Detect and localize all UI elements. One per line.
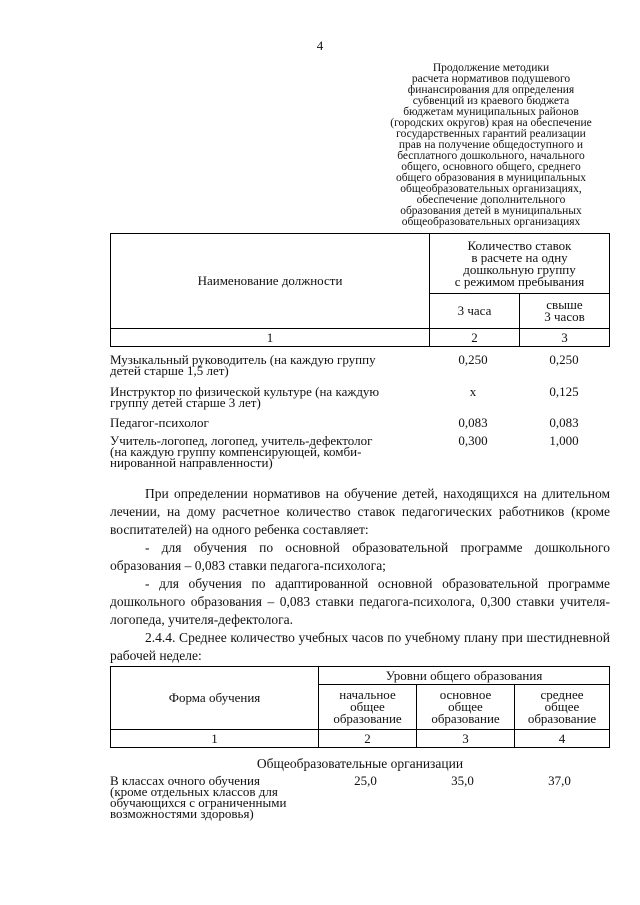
staff-rates-table: [110, 233, 610, 347]
column-number: 3: [417, 730, 515, 748]
body-text: [110, 485, 610, 665]
column-number: 3: [520, 329, 610, 347]
rate-3h: х: [469, 384, 477, 399]
column-number: 2: [319, 730, 417, 748]
rate-over-3h: 0,125: [549, 384, 579, 399]
level-secondary-header: среднее общее образование: [515, 685, 610, 730]
rate-over-3h: 0,250: [549, 352, 579, 367]
annotation-line: Продолжение методики: [432, 62, 550, 74]
annotation-line: государственных гарантий реализации: [396, 128, 586, 140]
rate-3h: 0,300: [458, 433, 488, 448]
annotation-line: общеобразовательных организациях,: [400, 183, 582, 195]
table-row: [110, 386, 610, 417]
annotation-line: общеобразовательных организациях: [401, 216, 581, 228]
paragraph: - для обучения по адаптированной основной образовательной программе дошкольного образования – 0,083 ставки педагога-психолога, 0,300 ставки учителя-логопеда, учителя-дефектолога.: [110, 576, 610, 627]
rate-over-3h: 1,000: [549, 433, 579, 448]
paragraph: 2.4.4. Среднее количество учебных часов по учебному плану при шестидневной рабочей неделе:: [110, 630, 610, 663]
annotation-line: общего, основного общего, среднего: [401, 161, 581, 173]
annotation-line: общего образования в муниципальных: [395, 172, 587, 184]
rate-3h: 0,250: [458, 352, 488, 367]
rates-group-header: Количество ставок в расчете на одну дошкольную группу с режимом пребывания: [430, 234, 610, 294]
rate-3h: 0,083: [458, 415, 488, 430]
page-number: 4: [316, 38, 324, 53]
position-name: Музыкальный руководитель (на каждую группу детей старше 1,5 лет): [110, 352, 376, 378]
section-title: Общеобразовательные организации: [256, 756, 464, 771]
table-row: [110, 775, 610, 825]
annotation-line: образования детей в муниципальных: [400, 205, 582, 217]
document-annotation: [370, 63, 612, 228]
study-hours-rows: [110, 775, 610, 825]
paragraph: - для обучения по основной образовательной программе дошкольного образования – 0,083 ставки педагога-психолога;: [110, 540, 610, 573]
level-basic-header: основное общее образование: [417, 685, 515, 730]
paragraph: При определении нормативов на обучение детей, находящихся на длительном лечении, на дому расчетное количество ставок педагогических работников (кроме воспитателей) на одного ребенка составляет:: [110, 486, 610, 537]
annotation-line: бесплатного дошкольного, начального: [397, 150, 585, 162]
annotation-line: прав на получение общедоступного и: [398, 139, 584, 151]
education-levels-header: Уровни общего образования: [319, 667, 610, 685]
annotation-line: финансирования для определения: [407, 84, 575, 96]
table-row: [110, 354, 610, 386]
column-number: 2: [430, 329, 520, 347]
hours-basic: 35,0: [451, 773, 474, 788]
annotation-line: бюджетам муниципальных районов: [403, 106, 579, 118]
three-hours-header: 3 часа: [430, 294, 520, 329]
column-number: 4: [515, 730, 610, 748]
education-form-header: Форма обучения: [111, 667, 319, 730]
annotation-line: субвенций из краевого бюджета: [412, 95, 570, 107]
table-row: [110, 435, 610, 471]
level-primary-header: начальное общее образование: [319, 685, 417, 730]
hours-secondary: 37,0: [548, 773, 571, 788]
position-name-header: Наименование должности: [111, 234, 430, 329]
education-form-name: В классах очного обучения (кроме отдельных классов для обучающихся с ограниченными возможностями здоровья): [110, 773, 287, 821]
annotation-line: обеспечение дополнительного: [416, 194, 566, 206]
hours-primary: 25,0: [354, 773, 377, 788]
column-number: 1: [111, 329, 430, 347]
annotation-line: расчета нормативов подушевого: [411, 73, 571, 85]
study-hours-table: [110, 666, 610, 748]
column-number: 1: [111, 730, 319, 748]
over-three-hours-header: свыше 3 часов: [520, 294, 610, 329]
position-name: Инструктор по физической культуре (на каждую группу детей старше 3 лет): [110, 384, 380, 410]
annotation-line: (городских округов) края на обеспечение: [390, 117, 592, 129]
position-name: Учитель-логопед, логопед, учитель-дефектолог (на каждую группу компенсирующей, комби- нированной направленности): [110, 433, 373, 470]
rate-over-3h: 0,083: [549, 415, 579, 430]
position-name: Педагог-психолог: [110, 415, 209, 430]
staff-rates-rows: [110, 354, 610, 471]
